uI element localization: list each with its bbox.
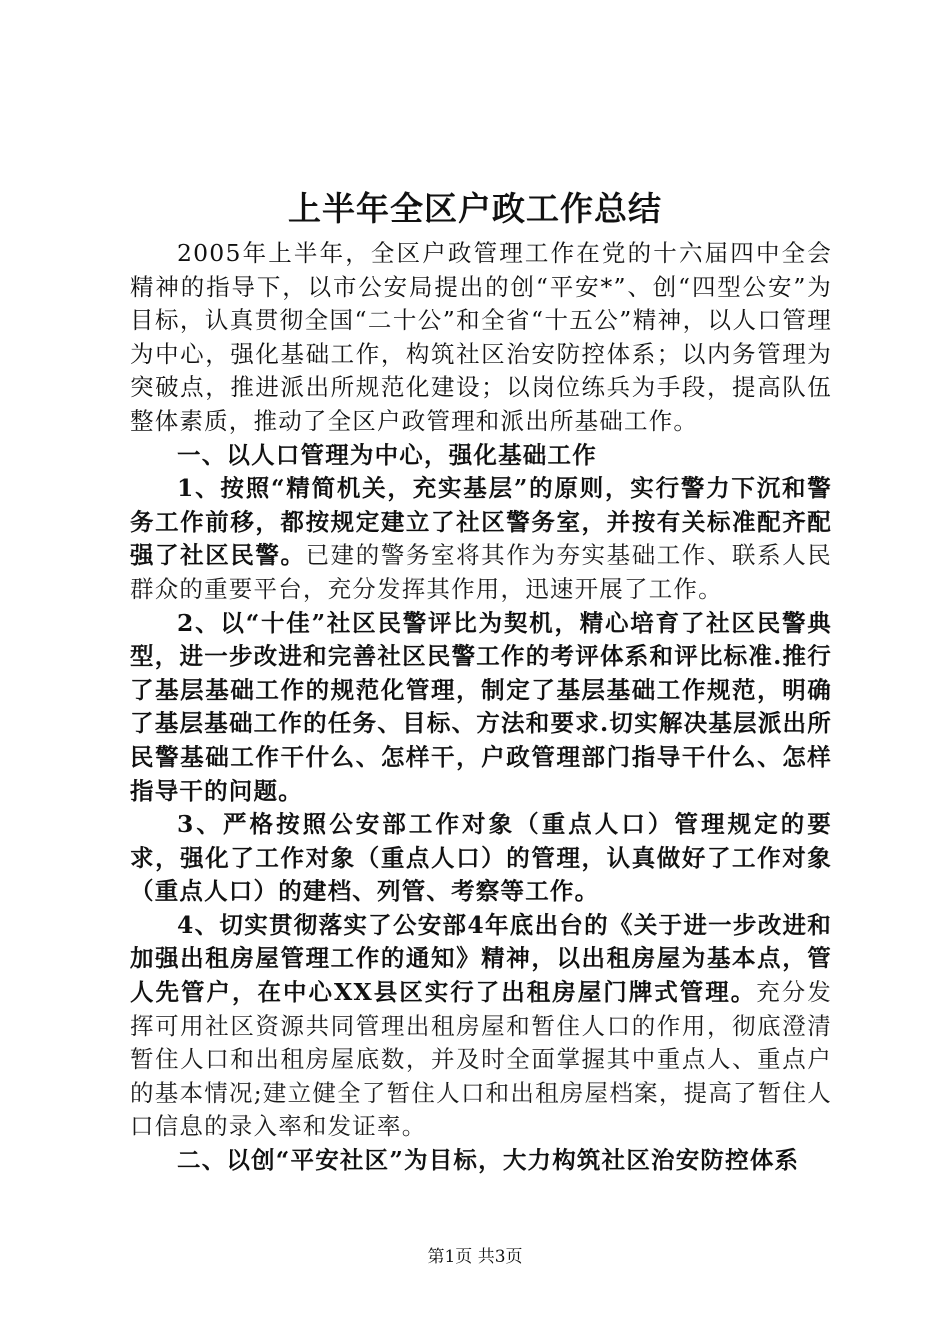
item-4-normal-text: 充分发挥可用社区资源共同管理出租房屋和暂住人口的作用，彻底澄清暂住人口和出租房屋底数，并及时全面掌握其中重点人、重点户的基本情况;建立健全了暂住人口和出租房屋档案，提高了暂住人口信息的录入率和发证率。 [130, 978, 832, 1141]
section-2-heading: 二、以创“平安社区”为目标，大力构筑社区治安防控体系 [177, 1146, 800, 1175]
item-1-paragraph [130, 472, 832, 606]
page-number-footer: 第1页 共3页 [427, 1247, 523, 1267]
item-4-bold-text: 4、切实贯彻落实了公安部4年底出台的《关于进一步改进和加强出租房屋管理工作的通知》精神，以出租房屋为基本点，管人先管户，在中心XX县区实行了出租房屋门牌式管理。 [130, 910, 832, 1007]
item-2-paragraph: 2、以“十佳”社区民警评比为契机，精心培育了社区民警典型，进一步改进和完善社区民警工作的考评体系和评比标准.推行了基层基础工作的规范化管理，制定了基层基础工作规范，明确了基层基础工作的任务、目标、方法和要求.切实解决基层派出所民警基础工作干什么、怎样干，户政管理部门指导干什么、怎样指导干的问题。 [130, 608, 832, 805]
section-1-heading: 一、以人口管理为中心，强化基础工作 [177, 440, 597, 469]
item-1-normal-text: 已建的警务室将其作为夯实基础工作、联系人民群众的重要平台，充分发挥其作用，迅速开展了工作。 [130, 541, 832, 603]
document-body [130, 237, 832, 1178]
document-title: 上半年全区户政工作总结 [288, 189, 662, 228]
item-3-paragraph: 3、严格按照公安部工作对象（重点人口）管理规定的要求，强化了工作对象（重点人口）的管理，认真做好了工作对象（重点人口）的建档、列管、考察等工作。 [130, 810, 832, 906]
item-4-paragraph [130, 909, 832, 1144]
intro-paragraph: 2005年上半年，全区户政管理工作在党的十六届四中全会精神的指导下，以市公安局提出的创“平安*”、创“四型公安”为目标，认真贯彻全国“二十公”和全省“十五公”精神，以人口管理为中心，强化基础工作，构筑社区治安防控体系；以内务管理为突破点，推进派出所规范化建设；以岗位练兵为手段，提高队伍整体素质，推动了全区户政管理和派出所基础工作。 [130, 239, 832, 435]
item-1-bold-text: 1、按照“精简机关，充实基层”的原则，实行警力下沉和警务工作前移，都按规定建立了社区警务室，并按有关标准配齐配强了社区民警。 [130, 474, 832, 570]
